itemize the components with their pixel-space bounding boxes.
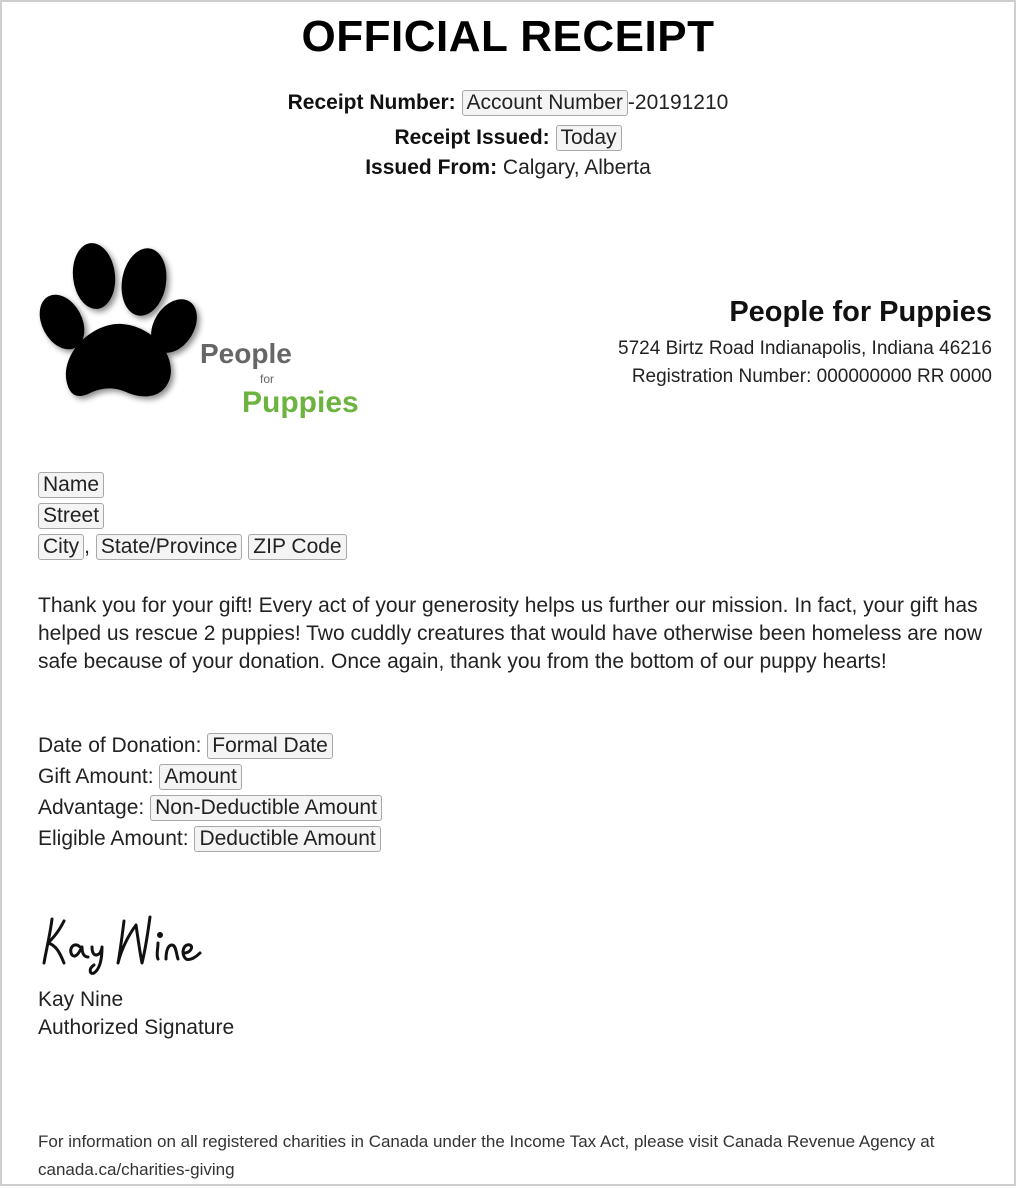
issued-date-field[interactable]: Today [556, 125, 622, 151]
logo-text-puppies: Puppies [242, 386, 359, 419]
organization-address: 5724 Birtz Road Indianapolis, Indiana 46216 [618, 338, 992, 359]
issued-from-line [2, 156, 1014, 180]
handwritten-signature [38, 907, 218, 977]
issued-from-value: Calgary, Alberta [502, 156, 651, 179]
amount-field[interactable]: Amount [159, 764, 241, 790]
date-of-donation-label: Date of Donation: [38, 734, 202, 757]
account-number-field[interactable]: Account Number [462, 90, 628, 116]
receipt-issued-line [2, 125, 1014, 151]
gift-amount-label: Gift Amount: [38, 765, 154, 788]
city-field[interactable]: City [38, 534, 84, 560]
state-province-field[interactable]: State/Province [96, 534, 243, 560]
logo-text-for: for [260, 372, 275, 386]
signer-name: Kay Nine [38, 988, 124, 1011]
footer-note: For information on all registered charities in Canada under the Income Tax Act, please visit Canada Revenue Agency at canada.ca/charities-giving [38, 1132, 935, 1179]
signer-block [38, 986, 234, 1042]
thank-you-message: Thank you for your gift! Every act of your generosity helps us further our mission. In fact, your gift has helped us rescue 2 puppies! Two cuddly creatures that would have otherwise been homeless are now safe because of your donation. Once again, thank you from the bottom of our puppy hearts! [38, 594, 983, 673]
deductible-amount-field[interactable]: Deductible Amount [194, 826, 380, 852]
organization-block [618, 296, 992, 391]
signer-title: Authorized Signature [38, 1016, 235, 1039]
street-field[interactable]: Street [38, 503, 104, 529]
name-field[interactable]: Name [38, 472, 104, 498]
zip-code-field[interactable]: ZIP Code [248, 534, 346, 560]
organization-name: People for Puppies [729, 296, 992, 328]
receipt-title: OFFICIAL RECEIPT [301, 12, 715, 61]
eligible-amount-label: Eligible Amount: [38, 827, 189, 850]
receipt-number-suffix: -20191210 [627, 91, 729, 114]
non-deductible-amount-field[interactable]: Non-Deductible Amount [150, 795, 382, 821]
receipt-number-label: Receipt Number: [287, 91, 456, 114]
advantage-label: Advantage: [38, 796, 145, 819]
issued-from-label: Issued From: [365, 156, 498, 179]
address-comma: , [84, 535, 91, 558]
registration-number: Registration Number: 000000000 RR 0000 [631, 366, 992, 387]
recipient-address [38, 472, 347, 565]
receipt-issued-label: Receipt Issued: [394, 126, 550, 149]
receipt-number-line [2, 90, 1014, 116]
logo-text-people: People [200, 338, 292, 369]
donation-details [38, 733, 382, 857]
formal-date-field[interactable]: Formal Date [207, 733, 333, 759]
